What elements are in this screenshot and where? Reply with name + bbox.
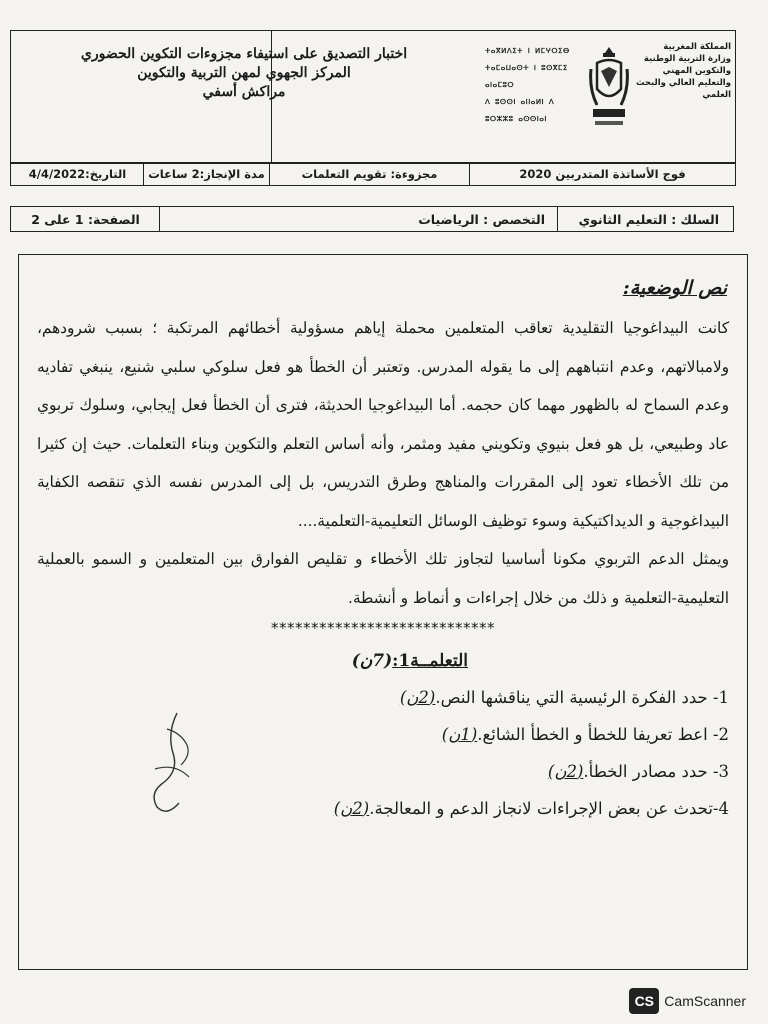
task-points: (7ن) [351, 651, 393, 671]
question-3: 3- حدد مصادر الخطأ.(2ن) [547, 762, 729, 781]
content-frame [18, 254, 748, 970]
cycle-cell: السلك : التعليم الثانوي [557, 207, 733, 231]
handwritten-signature-icon [137, 709, 207, 819]
exam-title-block [11, 31, 477, 165]
region-name: مراكش أسفي [202, 84, 286, 100]
cohort-cell: فوج الأساتذة المتدربين 2020 [469, 163, 735, 185]
header-box [10, 30, 736, 164]
info-row [10, 162, 736, 186]
question-1: 1- حدد الفكرة الرئيسية التي يناقشها النص.(2ن) [399, 688, 729, 707]
camscanner-logo-icon: CS [629, 988, 659, 1014]
coat-of-arms-icon [589, 43, 629, 135]
question-4: 4-تحدث عن بعض الإجراءات لانجاز الدعم و المعالجة.(2ن) [333, 799, 729, 818]
spec-row [10, 206, 734, 232]
ministry-arabic: المملكة المغربية وزارة التربية الوطنية والتكوين المهني والتعليم العالي والبحث العلمي [635, 42, 731, 100]
situation-title: نص الوضعية: [622, 277, 727, 299]
specialty-cell: التخصص : الرياضيات [159, 207, 557, 231]
situation-paragraph-1: كانت البيداغوجيا التقليدية تعاقب المتعلمين محملة إياهم مسؤولية أخطائهم المرتكبة ؛ بسبب شرودهم، ولامبالاتهم، وعدم انتباههم إلى ما يقوله المدرس. وتعتبر أن الخطأ هو فعل سلوكي سلبي شنيع، ينبغي تفاديه وعدم السماح له بالظهور مهما كان حجمه. أما البيداغوجيا الحديثة، فترى أن الخطأ فعل إيجابي، وسلوك تربوي عاد وطبيعي، بل هو فعل بنيوي وتكويني مفيد ومثمر، وأنه أساس التعلم والتكوين وبناء التعلمات. حيث إن كثيرا من تلك الأخطاء تعود إلى المقررات والمناهج وطرق التدريس، بل إلى المدرس نفسه الذي تنقصه الكفاية البيداغوجية و الديداكتيكية وسوء توظيف الوسائل التعليمية-التعلمية.... [37, 319, 729, 530]
duration-cell: مدة الإنجاز:2 ساعات [143, 163, 269, 185]
stars-divider: **************************** [271, 619, 495, 637]
ministry-block [475, 31, 735, 165]
task-title [33, 651, 468, 671]
situation-paragraph-2: ويمثل الدعم التربوي مكونا أساسيا لتجاوز تلك الأخطاء و تقليص الفوارق بين المتعلمين و السمو بالعملية التعليمية-التعلمية و ذلك من خلال إجراءات و أنماط و أنشطة. [37, 550, 729, 607]
date-cell: التاريخ:4/4/2022 [28, 167, 127, 181]
camscanner-watermark [629, 988, 746, 1014]
question-2: 2- اعط تعريفا للخطأ و الخطأ الشائع.(1ن) [441, 725, 729, 744]
exam-title: اختبار التصديق على استيفاء مجزوءات التكوين الحضوري [80, 46, 408, 62]
camscanner-name: CamScanner [664, 993, 746, 1009]
ministry-tifinagh: ⵜⴰⴳⵍⴷⵉⵜ ⵏ ⵍⵎⵖⵔⵉⴱ ⵜⴰⵎⴰⵡⴰⵙⵜ ⵏ ⵓⵙⴳⵎⵉ ⴰⵏⴰⵎⵓⵔ ⴷ ⵓⵙⵙⵏ ⴰⵏⵏⴰⵍⵏ ⴷ ⵓⵔⵣⵣⵓ ⴰⵙⵙⵏⴰⵏ [485, 47, 570, 123]
module-cell: مجزوءة: تقويم التعلمات [269, 163, 469, 185]
center-name: المركز الجهوي لمهن التربية والتكوين [137, 65, 351, 81]
task-label: التعلمــة1: [392, 651, 468, 671]
page-number-cell: الصفحة: 1 على 2 [31, 211, 140, 227]
